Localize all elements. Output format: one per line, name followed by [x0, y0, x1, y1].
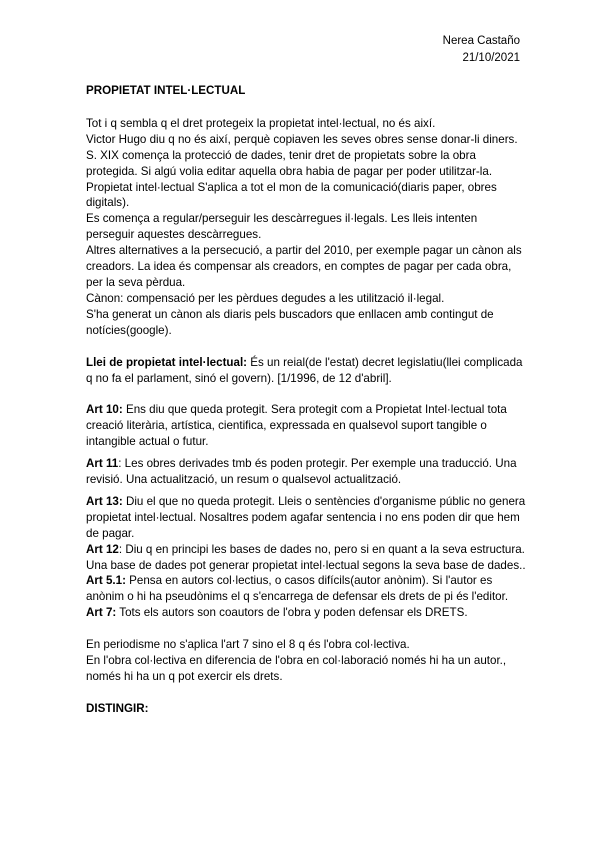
- spacer: [86, 621, 526, 637]
- article-text: Diu el que no queda protegit. Lleis o sentències d'organisme públic no genera propietat intel·lectual. Nosaltres podem agafar sentencia i no ens poden dir que hem de pagar.: [86, 494, 526, 540]
- article-text: : Les obres derivades tmb és poden protegir. Per exemple una traducció. Una revisió. Una actualització, un resum o qualsevol actualització.: [86, 457, 517, 487]
- closing-paragraph: En periodisme no s'aplica l'art 7 sino el 8 q és l'obra col·lectiva.: [86, 638, 410, 652]
- law-label: Llei de propietat intel·lectual:: [86, 355, 248, 369]
- article-paragraph: [86, 605, 526, 621]
- article-paragraph: [86, 494, 526, 542]
- article-paragraph: [86, 573, 526, 605]
- article-label: Art 13:: [86, 494, 123, 508]
- article-label: Art 7:: [86, 606, 117, 620]
- intro-paragraph: Tot i q sembla q el dret protegeix la propietat intel·lectual, no és així.: [86, 116, 436, 130]
- spacer: [86, 339, 526, 355]
- document-header: [443, 33, 520, 67]
- intro-paragraph: S'ha generat un cànon als diaris pels buscadors que enllacen amb contingut de notícies(google).: [86, 307, 494, 337]
- intro-paragraph: Cànon: compensació per les pèrdues degudes a les utilització il·legal.: [86, 291, 445, 305]
- intro-paragraph: Victor Hugo diu q no és així, perquè copiaven les seves obres sense donar-li diners.: [86, 132, 518, 146]
- document-date: 21/10/2021: [462, 52, 520, 64]
- article-label: Art 10:: [86, 403, 123, 417]
- intro-paragraph: Es comença a regular/perseguir les descàrregues il·legals. Les lleis intenten perseguir aquestes descàrregues.: [86, 212, 478, 242]
- article-text: Tots els autors son coautors de l'obra y poden defensar els DRETS.: [116, 606, 468, 620]
- section-heading: DISTINGIR:: [86, 701, 149, 715]
- article-label: Art 12: [86, 542, 119, 556]
- article-paragraph: [86, 542, 526, 574]
- intro-paragraph: Propietat intel·lectual S'aplica a tot el mon de la comunicació(diaris paper, obres digitals).: [86, 180, 497, 210]
- spacer: [86, 386, 526, 402]
- law-text: És un reial(de l'estat) decret legislatiu(llei complicada q no fa el parlament, sinó el govern). [1/1996, de 12 d'abril].: [86, 355, 523, 385]
- article-paragraph: [86, 456, 526, 488]
- spacer: [86, 685, 526, 701]
- intro-paragraph: S. XIX comença la protecció de dades, tenir dret de propietats sobre la obra protegida. Si algú volia editar aquella obra habia de pagar per poder utilitzar-la.: [86, 148, 493, 178]
- article-paragraph: [86, 402, 526, 450]
- document-body: [86, 83, 526, 717]
- law-definition: [86, 355, 526, 387]
- article-text: : Diu q en principi les bases de dades no, pero si en quant a la seva estructura. Una base de dades pot generar propietat intel·lectual segons la seva base de dades..: [86, 542, 526, 572]
- closing-paragraph: En l'obra col·lectiva en diferencia de l'obra en col·laboració només hi ha un autor., només hi ha un q pot exercir els drets.: [86, 654, 507, 683]
- author-name: Nerea Castaño: [442, 35, 520, 47]
- article-label: Art 5.1:: [86, 574, 126, 588]
- intro-paragraph: Altres alternatives a la persecució, a partir del 2010, per exemple pagar un cànon als creadors. La idea és compensar als creadors, en comptes de pagar per cada obra, per la seva pèrdua.: [86, 244, 522, 289]
- article-text: Pensa en autors col·lectius, o casos difícils(autor anònim). Si l'autor es anònim o hi ha pseudònims el q s'encarrega de defensar els drets de pi és l'editor.: [86, 574, 509, 604]
- document-title: PROPIETAT INTEL·LECTUAL: [86, 84, 246, 97]
- article-text: Ens diu que queda protegit. Sera protegit com a Propietat Intel·lectual tota creació literària, artística, cientifica, expressada en qualsevol suport tangible o intangible actual o futur.: [86, 403, 507, 449]
- article-label: Art 11: [86, 457, 119, 471]
